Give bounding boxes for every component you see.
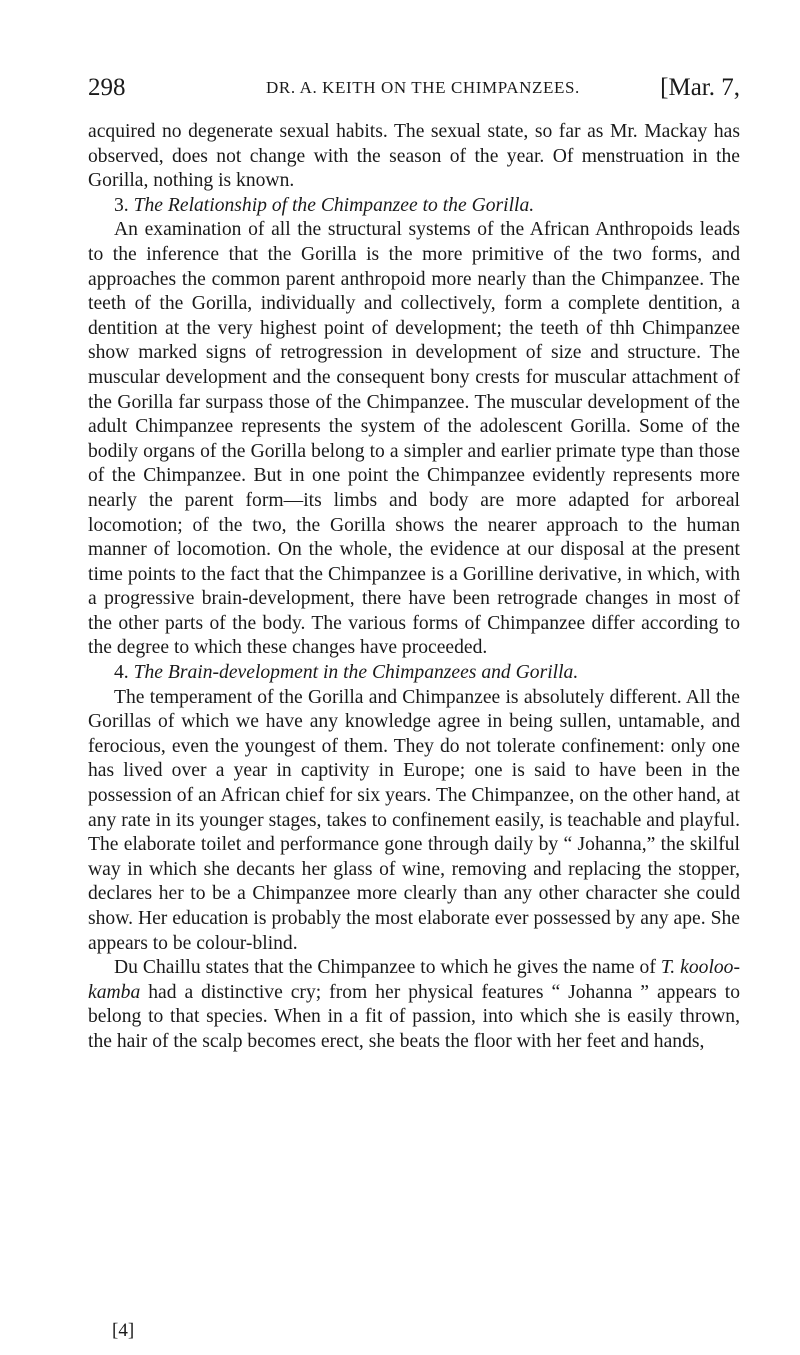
- paragraph-temperament: The temperament of the Gorilla and Chimpanzee is absolutely different. All the Gorillas of which we have any knowledge agree in being sullen, untamable, and ferocious, even the youngest of them. They do not tolerate confinement: only one has lived over a year in captivity in Europe; one is said to have been in the possession of an African chief for six years. The Chimpanzee, on the other hand, at any rate in its younger stages, takes to confinement easily, is teachable and playful. The elaborate toilet and performance gone through daily by “ Johanna,” the skilful way in which she decants her glass of wine, removing and replacing the stopper, declares her to be a Chimpanzee more clearly than any other character she could show. Her education is probably the most elaborate ever possessed by any ape. She appears to be colour-blind.: [88, 686, 740, 954]
- header-date: [Mar. 7,: [660, 74, 740, 101]
- section-heading-4: [88, 661, 740, 686]
- section-title: The Brain-development in the Chimpanzees and Gorilla.: [133, 662, 579, 684]
- paragraph-du-chaillu: [88, 956, 740, 1054]
- paragraph-relationship: An examination of all the structural systems of the African Anthropoids leads to the inference that the Gorilla is the more primitive of the two forms, and approaches the common parent anthropoid more nearly than the Chimpanzee. The teeth of the Gorilla, individually and collectively, form a complete dentition, a dentition at the very highest point of development; the teeth of thh Chimpanzee show marked signs of retrogression in development of size and structure. The muscular development and the consequent bony crests for muscular attachment of the Gorilla far surpass those of the Chimpanzee. The muscular development of the adult Chimpanzee represents the system of the adolescent Gorilla. Some of the bodily organs of the Gorilla belong to a simpler and earlier primate type than those of the Chimpanzee. But in one point the Chimpanzee evidently represents more nearly the parent form—its limbs and body are more adapted for arboreal locomotion; of the two, the Gorilla shows the nearer approach to the human manner of locomotion. On the whole, the evidence at our disposal at the present time points to the fact that the Chimpanzee is a Gorilline derivative, in which, with a progressive brain-development, there have been retrograde changes in most of the other parts of the body. The various forms of Chimpanzee differ according to the degree to which these changes have proceeded.: [88, 219, 740, 659]
- paragraph-continued: acquired no degenerate sexual habits. The sexual state, so far as Mr. Mackay has observed, does not change with the season of the year. Of menstruation in the Gorilla, nothing is known.: [88, 121, 740, 192]
- signature-mark: [4]: [112, 1320, 135, 1341]
- running-header: [88, 74, 740, 110]
- text-run: had a distinctive cry; from her physical features “ Johanna ” appears to belong to that species. When in a fit of passion, into which she is easily thrown, the hair of the scalp becomes erect, she beats the floor with her feet and hands,: [88, 981, 740, 1052]
- page-number: 298: [88, 74, 126, 101]
- text-run: Du Chaillu states that the Chimpanzee to which he gives the name of: [114, 957, 661, 979]
- section-number: 3.: [114, 194, 129, 216]
- body-text: [88, 120, 740, 1055]
- section-number: 4.: [114, 662, 129, 684]
- section-heading-3: [88, 194, 740, 219]
- running-title: DR. A. KEITH ON THE CHIMPANZEES.: [266, 78, 580, 97]
- section-title: The Relationship of the Chimpanzee to the Gorilla.: [133, 194, 535, 216]
- species-name: T. kooloo-kamba: [88, 957, 741, 1003]
